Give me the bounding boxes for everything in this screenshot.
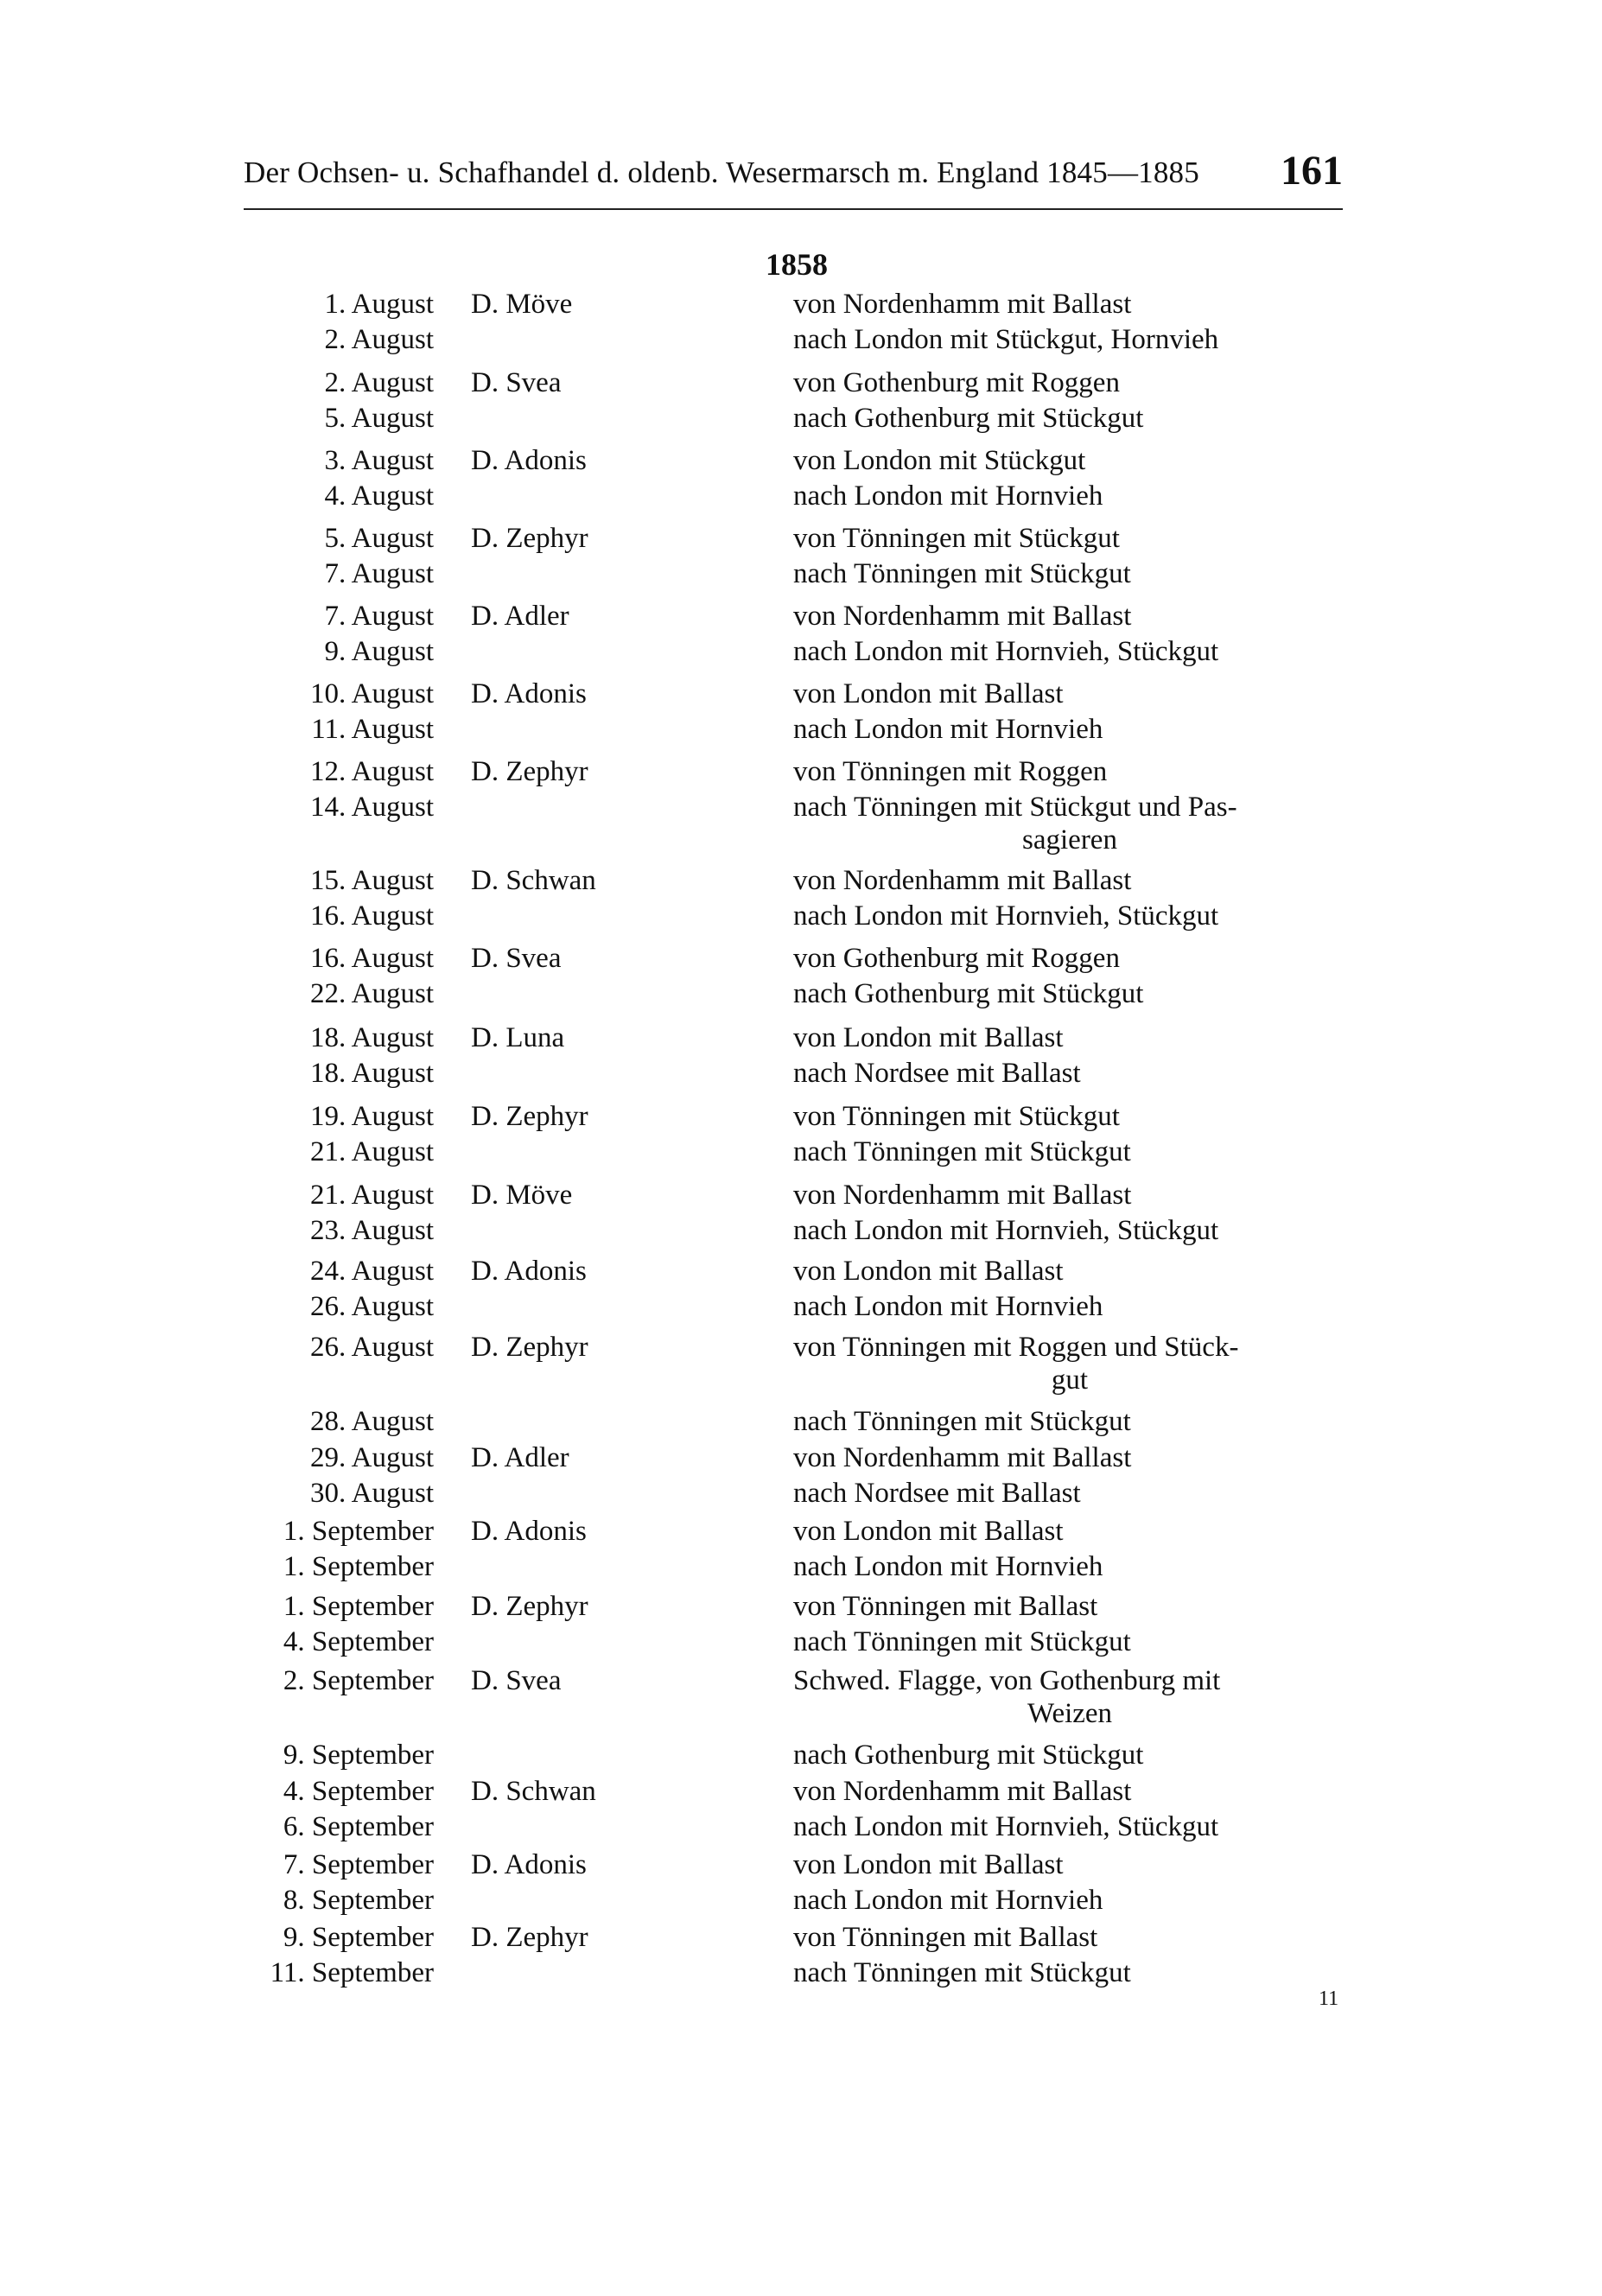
entry-route-text: von Gothenburg mit Roggen [793, 943, 1120, 974]
entry-ship: D. Zephyr [471, 756, 588, 787]
entry-route [793, 600, 1131, 633]
entry-date: 9. August [324, 636, 434, 667]
entry-date: 6. September [283, 1811, 434, 1842]
entry-route [793, 1590, 1097, 1623]
entry-route [793, 1255, 1064, 1288]
entry-route [793, 1290, 1103, 1323]
entry-route-text: von Tönningen mit Roggen und Stück- [793, 1332, 1239, 1363]
entry-route-text: von Tönningen mit Ballast [793, 1591, 1098, 1622]
entry-route-text: von Tönningen mit Roggen [793, 756, 1108, 787]
entry-route-text: nach London mit Hornvieh, Stückgut [793, 636, 1219, 667]
entry-route-text: nach Tönningen mit Stückgut [793, 558, 1131, 589]
entry-date: 16. August [309, 943, 434, 974]
entry-route [793, 1664, 1346, 1730]
entry-route-text: von Tönningen mit Stückgut [793, 1101, 1120, 1132]
entry-route-text: von Tönningen mit Stückgut [793, 523, 1120, 554]
entry-date: 2. August [324, 324, 434, 355]
entry-route [793, 1179, 1131, 1212]
signature-mark: 11 [1319, 1988, 1339, 2010]
entry-route-text: nach London mit Stückgut, Hornvieh [793, 324, 1219, 355]
entry-ship: D. Adonis [471, 445, 587, 476]
entry-route-text: nach Tönningen mit Stückgut [793, 1406, 1131, 1437]
entry-route-text: von London mit Ballast [793, 1256, 1064, 1287]
entry-ship: D. Schwan [471, 1776, 596, 1807]
entry-date: 7. August [324, 601, 434, 632]
entry-route-text: von Nordenhamm mit Ballast [793, 1180, 1132, 1211]
entry-ship: D. Zephyr [471, 523, 588, 554]
entry-route [793, 1739, 1143, 1771]
entry-route [793, 1100, 1120, 1133]
entry-ship: D. Schwan [471, 865, 596, 896]
entry-date: 5. August [324, 403, 434, 434]
entry-date: 23. August [309, 1215, 434, 1246]
entry-route [793, 1057, 1081, 1090]
entry-date: 3. August [324, 445, 434, 476]
entry-route [793, 677, 1064, 710]
entry-date: 21. August [309, 1180, 434, 1211]
entry-date: 16. August [309, 900, 434, 932]
entry-ship: D. Zephyr [471, 1332, 588, 1363]
year-heading: 1858 [766, 247, 828, 282]
entry-route-text: von Nordenhamm mit Ballast [793, 1776, 1132, 1807]
entry-route [793, 402, 1143, 435]
entry-ship: D. Möve [471, 1180, 573, 1211]
entry-date: 22. August [309, 978, 434, 1009]
entry-route [793, 522, 1120, 555]
entry-route [793, 1956, 1131, 1989]
page-number: 161 [1281, 148, 1343, 194]
entry-route-text: Schwed. Flagge, von Gothenburg mit [793, 1665, 1221, 1696]
entry-ship: D. Svea [471, 1665, 562, 1696]
entry-route [793, 323, 1218, 356]
entry-route [793, 1884, 1103, 1917]
entry-route [793, 977, 1143, 1010]
entry-route-text: nach London mit Hornvieh [793, 480, 1103, 512]
entry-route-text: nach Tönningen mit Stückgut [793, 1957, 1131, 1988]
entry-route-text: nach London mit Hornvieh [793, 1551, 1103, 1582]
entry-ship: D. Zephyr [471, 1101, 588, 1132]
entry-date: 1. August [324, 289, 434, 320]
entry-date: 4. August [324, 480, 434, 512]
entry-date: 5. August [324, 523, 434, 554]
entry-route-text: nach Gothenburg mit Stückgut [793, 403, 1144, 434]
entry-route-text: nach London mit Hornvieh, Stückgut [793, 1811, 1219, 1842]
entry-route-text: nach London mit Hornvieh [793, 714, 1103, 745]
entry-date: 26. August [309, 1291, 434, 1322]
entry-route [793, 1625, 1131, 1658]
entry-date: 9. September [283, 1922, 434, 1953]
entry-route [793, 1775, 1131, 1808]
entry-route [793, 713, 1103, 746]
entry-ship: D. Adonis [471, 1516, 587, 1547]
entry-date: 10. August [309, 678, 434, 709]
entry-route-text: von Nordenhamm mit Ballast [793, 1442, 1132, 1473]
entry-route-text: von London mit Ballast [793, 1022, 1064, 1053]
entry-route [793, 900, 1218, 932]
entry-route-text: nach London mit Hornvieh, Stückgut [793, 900, 1219, 932]
entry-ship: D. Zephyr [471, 1922, 588, 1953]
entry-route-text: von Nordenhamm mit Ballast [793, 865, 1132, 896]
header-title: Der Ochsen- u. Schafhandel d. oldenb. Wesermarsch m. England 1845—1885 [244, 156, 1199, 189]
entry-route-text: nach Tönningen mit Stückgut und Pas- [793, 792, 1237, 823]
entry-route-text: nach Nordsee mit Ballast [793, 1478, 1081, 1509]
entry-date: 4. September [283, 1626, 434, 1657]
entry-route [793, 1550, 1103, 1583]
entry-route-text: nach London mit Hornvieh [793, 1885, 1103, 1916]
entry-route-continuation: gut [1051, 1364, 1089, 1396]
entry-route [793, 1405, 1131, 1438]
entry-route-text: nach Tönningen mit Stückgut [793, 1626, 1131, 1657]
entry-date: 14. August [309, 792, 434, 823]
entry-route [793, 1331, 1346, 1396]
entry-date: 19. August [309, 1101, 434, 1132]
entry-date: 4. September [283, 1776, 434, 1807]
entry-ship: D. Adonis [471, 678, 587, 709]
entry-route [793, 480, 1103, 512]
entry-route-continuation: sagieren [1022, 824, 1117, 855]
entry-route-text: von Tönningen mit Ballast [793, 1922, 1098, 1953]
entry-route-text: nach Gothenburg mit Stückgut [793, 978, 1144, 1009]
entry-route [793, 1477, 1081, 1510]
entry-route [793, 1021, 1064, 1054]
entry-route-text: von London mit Ballast [793, 1516, 1064, 1547]
entry-route-text: von Nordenhamm mit Ballast [793, 601, 1132, 632]
entry-route [793, 1921, 1097, 1954]
entry-date: 30. August [309, 1478, 434, 1509]
entry-ship: D. Luna [471, 1022, 565, 1053]
entry-date: 8. September [283, 1885, 434, 1916]
entry-route [793, 1214, 1218, 1247]
entry-route [793, 557, 1131, 590]
entry-ship: D. Adler [471, 601, 569, 632]
entry-date: 1. September [283, 1551, 434, 1582]
entry-route-continuation: Weizen [1027, 1698, 1113, 1729]
entry-route [793, 1515, 1064, 1548]
entry-route [793, 635, 1218, 668]
entry-ship: D. Adler [471, 1442, 569, 1473]
entry-ship: D. Svea [471, 367, 562, 398]
entry-date: 7. September [283, 1849, 434, 1880]
entry-date: 21. August [309, 1136, 434, 1167]
entry-ship: D. Svea [471, 943, 562, 974]
entry-ship: D. Adonis [471, 1849, 587, 1880]
entry-date: 11. August [311, 714, 434, 745]
entry-route-text: von London mit Ballast [793, 1849, 1064, 1880]
entry-date: 29. August [309, 1442, 434, 1473]
entry-route [793, 1135, 1131, 1168]
entry-date: 11. September [270, 1957, 434, 1988]
entry-route-text: von Gothenburg mit Roggen [793, 367, 1120, 398]
entry-ship: D. Zephyr [471, 1591, 588, 1622]
entry-route [793, 288, 1131, 321]
entry-date: 7. August [324, 558, 434, 589]
entry-route-text: nach Nordsee mit Ballast [793, 1058, 1081, 1089]
entry-route [793, 1441, 1131, 1474]
entry-route-text: nach London mit Hornvieh, Stückgut [793, 1215, 1219, 1246]
entry-date: 2. September [283, 1665, 434, 1696]
entry-route-text: von London mit Stückgut [793, 445, 1086, 476]
entry-date: 26. August [309, 1332, 434, 1363]
entry-date: 2. August [324, 367, 434, 398]
entry-route-text: nach London mit Hornvieh [793, 1291, 1103, 1322]
entry-date: 18. August [309, 1058, 434, 1089]
entry-route-text: von London mit Ballast [793, 678, 1064, 709]
entry-date: 12. August [309, 756, 434, 787]
entry-date: 24. August [309, 1256, 434, 1287]
entry-date: 28. August [309, 1406, 434, 1437]
entry-route [793, 791, 1346, 856]
entry-ship: D. Adonis [471, 1256, 587, 1287]
entry-route-text: von Nordenhamm mit Ballast [793, 289, 1132, 320]
entry-route-text: nach Tönningen mit Stückgut [793, 1136, 1131, 1167]
entry-route-text: nach Gothenburg mit Stückgut [793, 1739, 1144, 1771]
entry-route [793, 864, 1131, 897]
entry-route [793, 755, 1107, 788]
entry-date: 9. September [283, 1739, 434, 1771]
entry-route [793, 1810, 1218, 1843]
entry-date: 15. August [309, 865, 434, 896]
entry-route [793, 942, 1120, 975]
entry-route [793, 1848, 1064, 1881]
entry-date: 1. September [283, 1516, 434, 1547]
entry-route [793, 444, 1085, 477]
entry-ship: D. Möve [471, 289, 573, 320]
entry-route [793, 366, 1120, 399]
entry-date: 1. September [283, 1591, 434, 1622]
entry-date: 18. August [309, 1022, 434, 1053]
